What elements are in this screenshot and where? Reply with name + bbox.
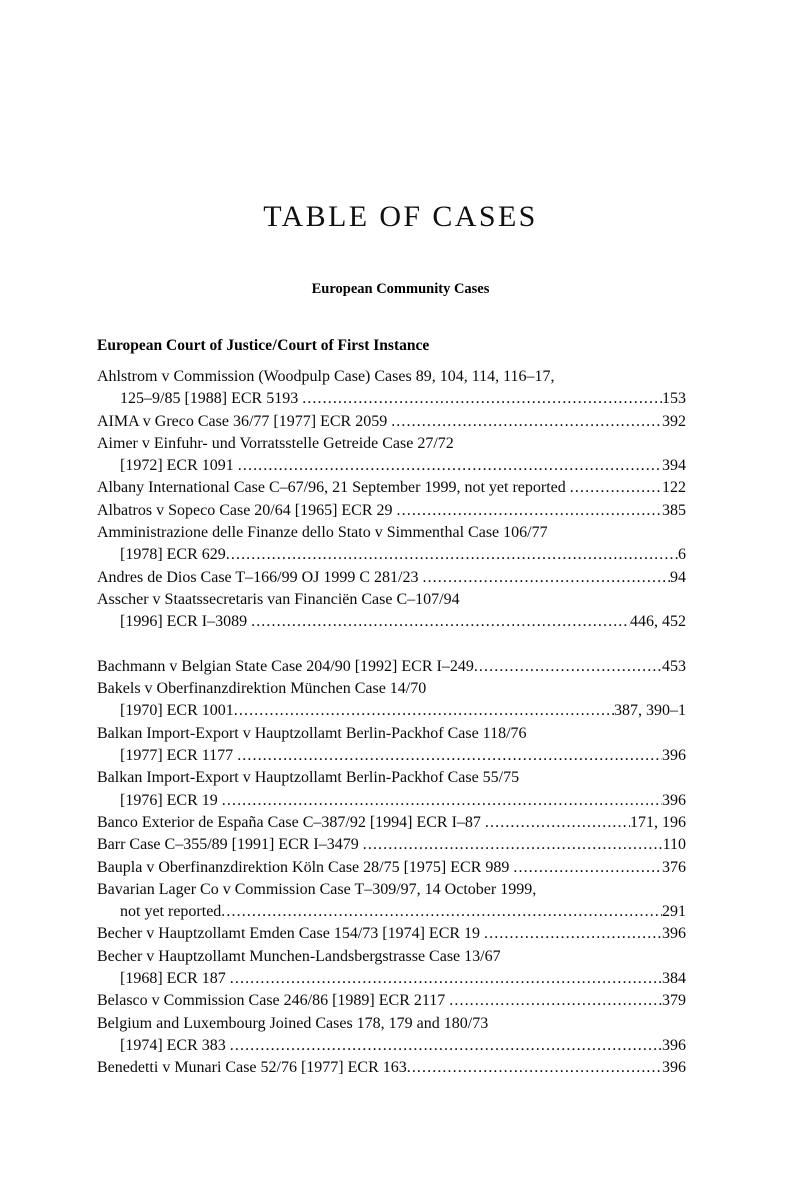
- toc-entry-page-number[interactable]: 6: [678, 546, 686, 564]
- toc-entry[interactable]: [97, 990, 686, 1012]
- toc-entry-leader-line: [97, 745, 686, 767]
- toc-entry[interactable]: [97, 366, 686, 411]
- toc-entry-text: [1996] ECR I–3089: [120, 613, 248, 631]
- toc-entry-page-number[interactable]: 122: [662, 479, 686, 497]
- toc-entry-leader-line: [97, 700, 686, 722]
- toc-entry-page-number[interactable]: 379: [662, 992, 686, 1010]
- toc-entry[interactable]: [97, 723, 686, 768]
- toc-entry-leader-line: [97, 656, 686, 678]
- toc-entry-page-number[interactable]: 153: [662, 390, 686, 408]
- toc-entry-page-number[interactable]: 291: [662, 903, 686, 921]
- dot-leader: [222, 790, 662, 812]
- toc-entry-leader-line: [97, 411, 686, 433]
- toc-entry-leader-line: [97, 477, 686, 499]
- toc-entry-leader-line: [97, 455, 686, 477]
- toc-entry[interactable]: [97, 812, 686, 834]
- dot-leader: [221, 901, 662, 923]
- toc-entry-page-number[interactable]: 94: [670, 568, 686, 586]
- toc-entry-leader-line: [97, 544, 686, 566]
- toc-entry-page-number[interactable]: 396: [662, 925, 686, 943]
- dot-leader: [449, 990, 662, 1012]
- toc-entry-text: [1976] ECR 19: [120, 791, 218, 809]
- section-heading-european-community-cases: European Community Cases: [311, 281, 490, 297]
- dot-leader: [422, 567, 670, 589]
- toc-entry[interactable]: [97, 678, 686, 723]
- toc-entry-text: Belasco v Commission Case 246/86 [1989] ECR 2117: [97, 992, 446, 1010]
- toc-entry-text: 125–9/85 [1988] ECR 5193: [120, 390, 299, 408]
- toc-entry-text: [1978] ECR 629: [120, 546, 226, 564]
- dot-leader: [513, 857, 662, 879]
- toc-entry-leader-line: [97, 1057, 686, 1079]
- toc-entry-first-line: Asscher v Staatssecretaris van Financiën Case C–107/94: [97, 590, 460, 608]
- toc-entry-leader-line: [97, 567, 686, 589]
- toc-entry-page-number[interactable]: 396: [662, 1059, 686, 1077]
- court-heading-second-part: Court of First Instance: [277, 337, 430, 354]
- toc-entry-leader-line: [97, 834, 686, 856]
- dot-leader: [226, 544, 678, 566]
- toc-entry[interactable]: [97, 522, 686, 567]
- toc-entry-text: Bachmann v Belgian State Case 204/90 [1992] ECR I–249: [97, 657, 474, 675]
- dot-leader: [397, 500, 662, 522]
- toc-entry-first-line: Belgium and Luxembourg Joined Cases 178, 179 and 180/73: [97, 1014, 489, 1032]
- toc-entry-leader-line: [97, 611, 686, 633]
- toc-entry[interactable]: [97, 589, 686, 634]
- toc-entry-page-number[interactable]: 376: [662, 858, 686, 876]
- toc-entry-text: [1974] ECR 383: [120, 1036, 226, 1054]
- toc-entry[interactable]: [97, 857, 686, 879]
- toc-entry-page-number[interactable]: 385: [662, 501, 686, 519]
- toc-entry[interactable]: [97, 767, 686, 812]
- toc-entry-text: Benedetti v Munari Case 52/76 [1977] ECR 163: [97, 1059, 407, 1077]
- toc-entry-text: [1968] ECR 187: [120, 970, 226, 988]
- toc-entry-text: Baupla v Oberfinanzdirektion Köln Case 28/75 [1975] ECR 989: [97, 858, 510, 876]
- dot-leader: [363, 834, 663, 856]
- toc-entry-text: [1977] ECR 1177: [120, 747, 234, 765]
- toc-entry-text: [1970] ECR 1001: [120, 702, 234, 720]
- court-heading-slash: /: [272, 337, 277, 354]
- toc-entry-first-line: Aimer v Einfuhr- und Vorratsstelle Getreide Case 27/72: [97, 434, 454, 452]
- dot-leader: [238, 455, 662, 477]
- toc-entry[interactable]: [97, 1013, 686, 1058]
- toc-entry-leader-line: [97, 1035, 686, 1057]
- toc-entry-text: not yet reported: [120, 903, 222, 921]
- toc-entry-first-line: Bakels v Oberfinanzdirektion München Case 14/70: [97, 680, 427, 698]
- dot-leader: [302, 388, 662, 410]
- toc-entry-text: Albatros v Sopeco Case 20/64 [1965] ECR 29: [97, 501, 393, 519]
- toc-entry-page-number[interactable]: 110: [662, 836, 686, 854]
- toc-entry-text: Albany International Case C–67/96, 21 September 1999, not yet reported: [97, 479, 566, 497]
- toc-entry-page-number[interactable]: 396: [662, 747, 686, 765]
- toc-entry[interactable]: [97, 656, 686, 678]
- dot-leader: [251, 611, 630, 633]
- toc-entry-first-line: Bavarian Lager Co v Commission Case T–309/97, 14 October 1999,: [97, 880, 537, 898]
- toc-entry-first-line: Balkan Import-Export v Hauptzollamt Berlin-Packhof Case 118/76: [97, 724, 527, 742]
- toc-entry-first-line: Balkan Import-Export v Hauptzollamt Berlin-Packhof Case 55/75: [97, 769, 520, 787]
- toc-entry-page-number[interactable]: 396: [662, 1036, 686, 1054]
- toc-entry-page-number[interactable]: 396: [662, 791, 686, 809]
- toc-entry-text: [1972] ECR 1091: [120, 457, 234, 475]
- toc-entry-page-number[interactable]: 446, 452: [630, 613, 686, 631]
- dot-leader: [234, 700, 614, 722]
- toc-entry[interactable]: [97, 567, 686, 589]
- toc-entry[interactable]: [97, 411, 686, 433]
- toc-entry[interactable]: [97, 923, 686, 945]
- page-title: TABLE OF CASES: [263, 200, 538, 234]
- toc-entry-first-line: Ahlstrom v Commission (Woodpulp Case) Cases 89, 104, 114, 116–17,: [97, 368, 555, 385]
- court-heading: [97, 338, 429, 354]
- toc-entry-leader-line: [97, 812, 686, 834]
- toc-entry-text: Becher v Hauptzollamt Emden Case 154/73 [1974] ECR 19: [97, 925, 481, 943]
- toc-entry-first-line: Amministrazione delle Finanze dello Stato v Simmenthal Case 106/77: [97, 524, 548, 542]
- dot-leader: [230, 1035, 662, 1057]
- table-of-cases-list: [97, 366, 686, 1080]
- dot-leader: [407, 1057, 662, 1079]
- toc-entry[interactable]: [97, 500, 686, 522]
- letter-group-gap: [97, 634, 686, 656]
- dot-leader: [485, 812, 630, 834]
- toc-entry-page-number[interactable]: 394: [662, 457, 686, 475]
- toc-entry-leader-line: [97, 388, 686, 410]
- toc-entry[interactable]: [97, 477, 686, 499]
- toc-entry-first-line: Becher v Hauptzollamt Munchen-Landsbergstrasse Case 13/67: [97, 947, 501, 965]
- toc-entry-text: Banco Exterior de España Case C–387/92 [1994] ECR I–87: [97, 813, 481, 831]
- dot-leader: [230, 968, 662, 990]
- toc-entry-text: Barr Case C–355/89 [1991] ECR I–3479: [97, 836, 359, 854]
- toc-entry-page-number[interactable]: 384: [662, 970, 686, 988]
- toc-entry-text: Andres de Dios Case T–166/99 OJ 1999 C 281/23: [97, 568, 419, 586]
- toc-entry-leader-line: [97, 923, 686, 945]
- toc-entry-leader-line: [97, 990, 686, 1012]
- toc-entry-leader-line: [97, 790, 686, 812]
- toc-entry-page-number[interactable]: 392: [662, 412, 686, 430]
- toc-entry-text: AIMA v Greco Case 36/77 [1977] ECR 2059: [97, 412, 388, 430]
- toc-entry-page-number[interactable]: 453: [662, 657, 686, 675]
- dot-leader: [570, 477, 662, 499]
- toc-entry[interactable]: [97, 834, 686, 856]
- toc-entry[interactable]: [97, 879, 686, 924]
- toc-entry-page-number[interactable]: 171, 196: [630, 813, 686, 831]
- court-heading-first-part: European Court of Justice: [97, 337, 272, 354]
- toc-entry-leader-line: [97, 500, 686, 522]
- toc-entry-page-number[interactable]: 387, 390–1: [614, 702, 686, 720]
- toc-entry[interactable]: [97, 433, 686, 478]
- toc-entry-leader-line: [97, 968, 686, 990]
- dot-leader: [484, 923, 662, 945]
- toc-entry-leader-line: [97, 857, 686, 879]
- toc-entry[interactable]: [97, 1057, 686, 1079]
- dot-leader: [474, 656, 662, 678]
- dot-leader: [237, 745, 662, 767]
- toc-entry-leader-line: [97, 901, 686, 923]
- dot-leader: [391, 411, 662, 433]
- toc-entry[interactable]: [97, 946, 686, 991]
